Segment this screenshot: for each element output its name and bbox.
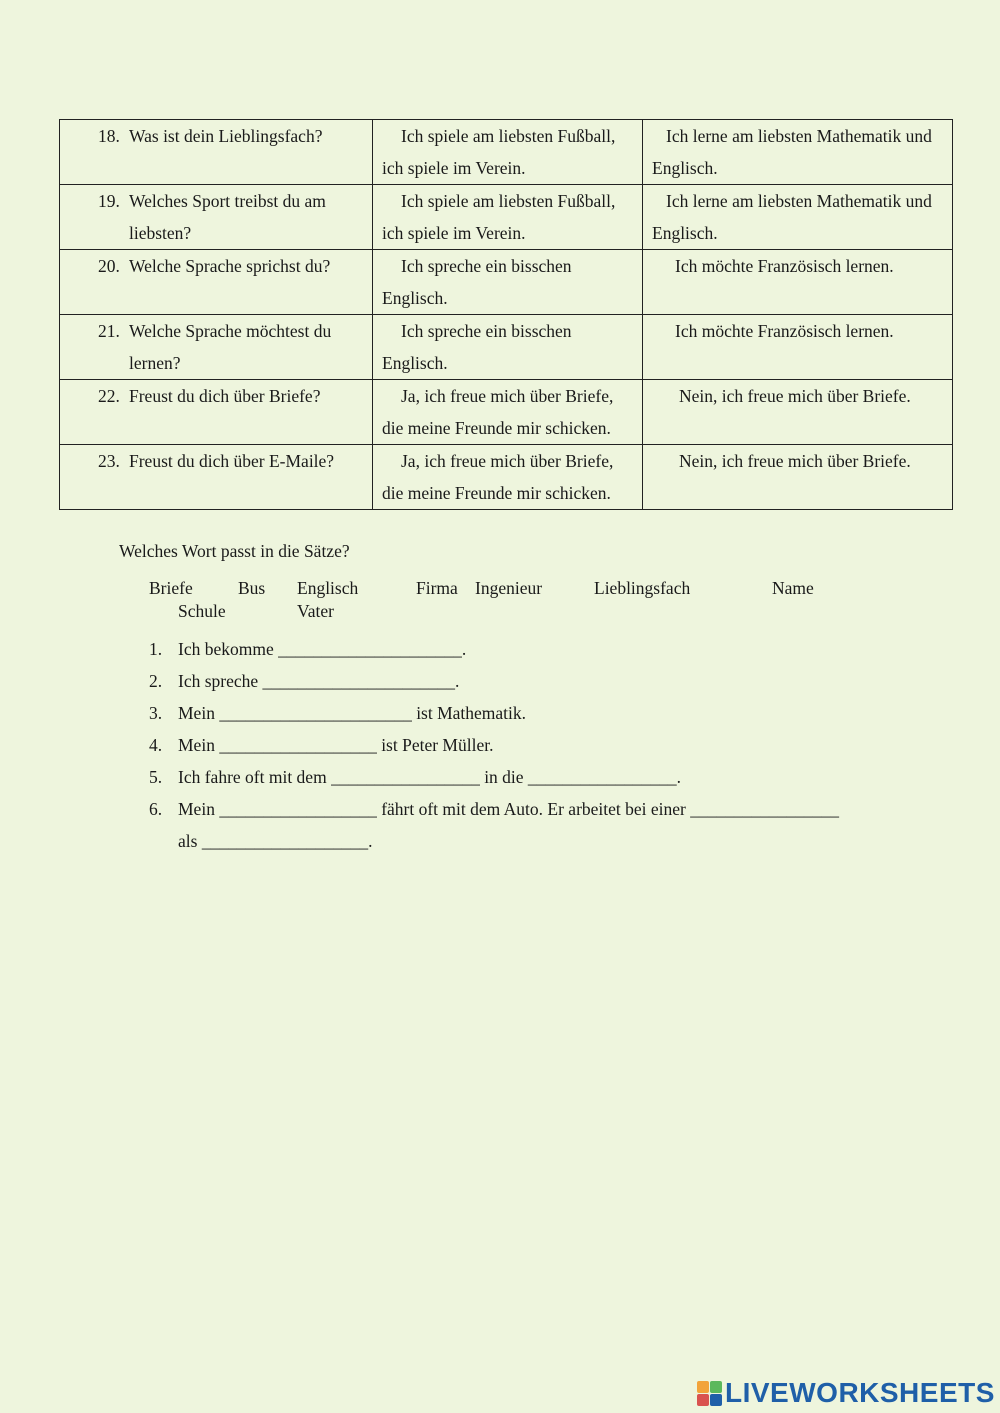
- answer-option-a[interactable]: [373, 120, 643, 185]
- sentence-number: 4.: [149, 735, 163, 755]
- answer-b-text: Ich möchte Französisch lernen.: [675, 256, 894, 276]
- question-number: 22.: [98, 386, 120, 406]
- question-text: Freust du dich über E-Maile?: [129, 451, 335, 471]
- table-row: [60, 380, 953, 445]
- word-bank-item: Lieblingsfach: [594, 578, 691, 598]
- table-row: [60, 185, 953, 250]
- sentence-text: Ich bekomme _____________________.: [178, 639, 467, 659]
- answer-b-text: Nein, ich freue mich über Briefe.: [679, 451, 911, 471]
- sentence-number: 1.: [149, 639, 163, 659]
- answer-option-a[interactable]: [373, 185, 643, 250]
- answer-a-text: Ich spiele am liebsten Fußball, ich spiele im Verein.: [382, 191, 616, 243]
- sentence-item[interactable]: [149, 765, 839, 797]
- question-cell: [60, 315, 373, 380]
- answer-a-text: Ich spiele am liebsten Fußball, ich spiele im Verein.: [382, 126, 616, 178]
- question-cell: [60, 120, 373, 185]
- answer-option-a[interactable]: [373, 445, 643, 510]
- fill-in-sentences: [149, 637, 839, 861]
- question-text: Welches Sport treibst du am liebsten?: [129, 191, 326, 243]
- sentence-text: Mein __________________ ist Peter Müller.: [178, 735, 494, 755]
- table-row: [60, 120, 953, 185]
- sentence-text: Mein ______________________ ist Mathematik.: [178, 703, 527, 723]
- table-row: [60, 315, 953, 380]
- answer-a-text: Ich spreche ein bisschen Englisch.: [382, 321, 572, 373]
- answer-option-b[interactable]: [643, 445, 953, 510]
- sentence-item[interactable]: [149, 701, 839, 733]
- table-row: [60, 250, 953, 315]
- question-cell: [60, 185, 373, 250]
- answer-option-a[interactable]: [373, 315, 643, 380]
- sentence-text: Ich fahre oft mit dem _________________ in die _________________.: [178, 767, 682, 787]
- question-number: 21.: [98, 321, 120, 341]
- question-answer-table: [59, 119, 953, 510]
- question-number: 19.: [98, 191, 120, 211]
- answer-option-b[interactable]: [643, 185, 953, 250]
- answer-option-b[interactable]: [643, 250, 953, 315]
- question-text: Was ist dein Lieblingsfach?: [129, 126, 323, 146]
- logo-block: [697, 1381, 709, 1393]
- answer-b-text: Ich lerne am liebsten Mathematik und Englisch.: [652, 126, 932, 178]
- liveworksheets-logo: [697, 1378, 995, 1408]
- answer-option-b[interactable]: [643, 120, 953, 185]
- sentence-text: Mein __________________ fährt oft mit dem Auto. Er arbeitet bei einer _________________: [178, 799, 840, 819]
- word-bank-item: Briefe: [149, 578, 193, 598]
- word-bank-item: Schule: [178, 601, 226, 621]
- question-number: 20.: [98, 256, 120, 276]
- sentence-item[interactable]: [149, 669, 839, 701]
- logo-block: [710, 1394, 722, 1406]
- word-bank-item: Bus: [238, 578, 266, 598]
- question-text: Welche Sprache möchtest du lernen?: [129, 321, 332, 373]
- answer-option-b[interactable]: [643, 380, 953, 445]
- word-bank-item: Vater: [297, 601, 334, 621]
- sentence-item[interactable]: [149, 797, 839, 829]
- word-bank-item: Ingenieur: [475, 578, 543, 598]
- answer-option-a[interactable]: [373, 380, 643, 445]
- question-text: Freust du dich über Briefe?: [129, 386, 321, 406]
- question-cell: [60, 250, 373, 315]
- question-text: Welche Sprache sprichst du?: [129, 256, 331, 276]
- answer-b-text: Ich lerne am liebsten Mathematik und Englisch.: [652, 191, 932, 243]
- answer-b-text: Ich möchte Französisch lernen.: [675, 321, 894, 341]
- question-number: 23.: [98, 451, 120, 471]
- answer-a-text: Ich spreche ein bisschen Englisch.: [382, 256, 572, 308]
- sentence-number: 6.: [149, 799, 163, 819]
- word-bank-item: Name: [772, 578, 814, 598]
- sentence-item[interactable]: [149, 637, 839, 669]
- question-cell: [60, 380, 373, 445]
- sentence-text: Ich spreche ______________________.: [178, 671, 460, 691]
- word-bank: [0, 578, 1000, 628]
- sentence-number: 3.: [149, 703, 163, 723]
- answer-option-b[interactable]: [643, 315, 953, 380]
- sentence-number: 2.: [149, 671, 163, 691]
- sentence-continuation: als ___________________.: [178, 831, 373, 851]
- logo-blocks-icon: [697, 1381, 722, 1406]
- logo-block: [710, 1381, 722, 1393]
- exercise-title: Welches Wort passt in die Sätze?: [119, 541, 350, 561]
- question-number: 18.: [98, 126, 120, 146]
- table-row: [60, 445, 953, 510]
- answer-b-text: Nein, ich freue mich über Briefe.: [679, 386, 911, 406]
- sentence-number: 5.: [149, 767, 163, 787]
- question-cell: [60, 445, 373, 510]
- sentence-item[interactable]: [149, 733, 839, 765]
- word-bank-item: Englisch: [297, 578, 359, 598]
- word-bank-item: Firma: [416, 578, 458, 598]
- logo-block: [697, 1394, 709, 1406]
- answer-a-text: Ja, ich freue mich über Briefe, die meine Freunde mir schicken.: [382, 451, 614, 503]
- answer-option-a[interactable]: [373, 250, 643, 315]
- logo-text: LIVEWORKSHEETS: [725, 1377, 995, 1408]
- answer-a-text: Ja, ich freue mich über Briefe, die meine Freunde mir schicken.: [382, 386, 614, 438]
